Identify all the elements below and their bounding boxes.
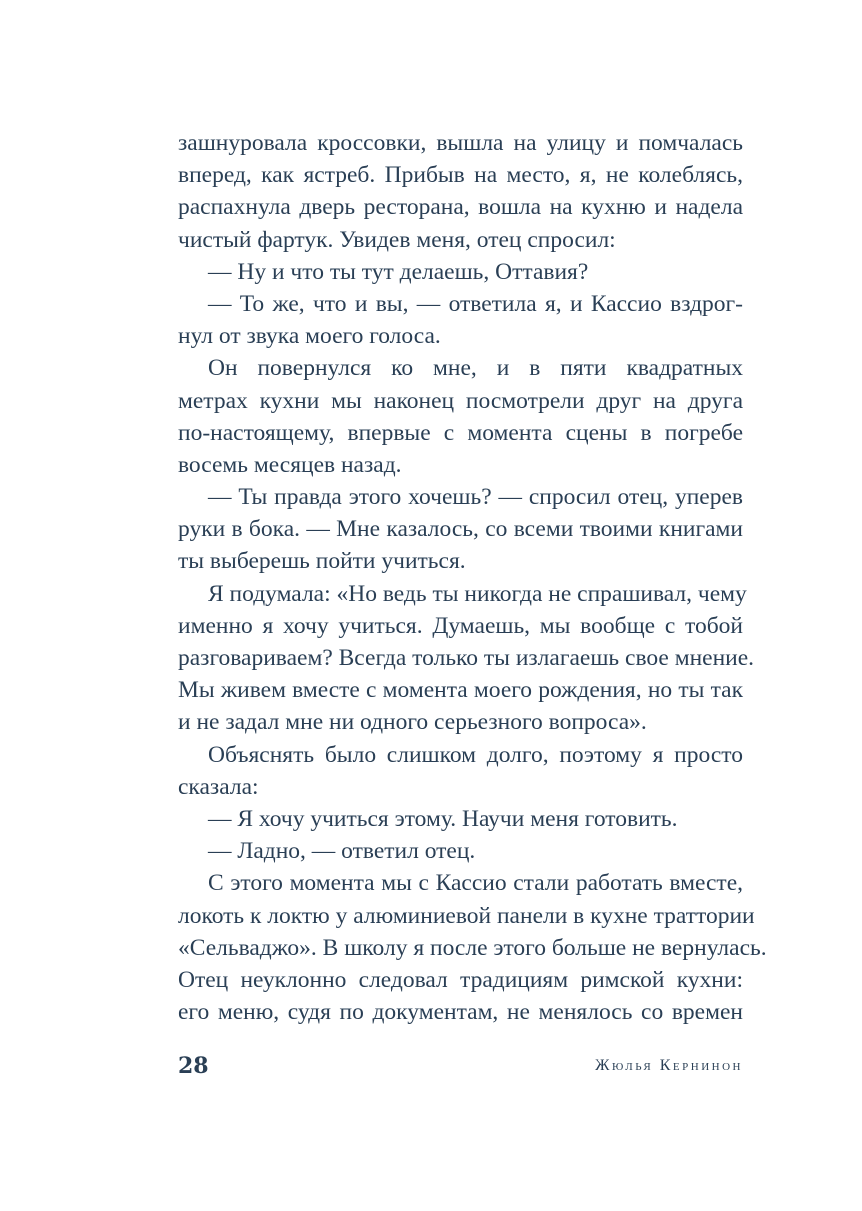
text-line: «Сельваджо». В школу я после этого больше не вернулась. — [178, 934, 767, 961]
text-line: вперед, как ястреб. Прибыв на место, я, не колеблясь, — [178, 162, 743, 189]
text-line: ты выберешь пойти учиться. — [178, 548, 466, 575]
running-head-author: Жюлья Кернинон — [595, 1057, 743, 1074]
text-line: Отец неуклонно следовал традициям римской кухни: — [178, 966, 743, 993]
text-line: Я подумала: «Но ведь ты никогда не спрашивал, чему — [208, 580, 747, 607]
text-line: разговариваем? Всегда только ты излагаешь свое мнение. — [178, 645, 755, 671]
text-line: — Ладно, — ответил отец. — [208, 838, 476, 865]
text-line: нул от звука моего голоса. — [178, 323, 441, 350]
text-line: — Я хочу учиться этому. Научи меня готовить. — [208, 805, 678, 832]
text-line: руки в бока. — Мне казалось, со всеми твоими книгами — [178, 516, 743, 543]
text-line: чистый фартук. Увидев меня, отец спросил: — [178, 226, 616, 253]
text-line: — Ты правда этого хочешь? — спросил отец, уперев — [208, 484, 743, 511]
text-line: зашнуровала кроссовки, вышла на улицу и помчалась — [178, 130, 743, 156]
text-line: именно я хочу учиться. Думаешь, мы вообще с тобой — [178, 612, 743, 639]
text-line: по-настоящему, впервые с момента сцены в погребе — [178, 419, 743, 446]
text-line: С этого момента мы с Кассио стали работать вместе, — [208, 870, 743, 897]
text-line: Объяснять было слишком долго, поэтому я просто — [208, 741, 743, 768]
page-footer — [178, 1053, 743, 1083]
text-line: и не задал мне ни одного серьезного вопроса». — [178, 709, 647, 736]
text-line: Он повернулся ко мне, и в пяти квадратных — [208, 355, 743, 382]
text-line: восемь месяцев назад. — [178, 451, 402, 478]
page-number: 28 — [178, 1053, 209, 1079]
text-line: Мы живем вместе с момента моего рождения, но ты так — [178, 677, 743, 704]
text-line: сказала: — [178, 773, 259, 800]
text-line: распахнула дверь ресторана, вошла на кухню и надела — [178, 194, 743, 221]
body-text — [178, 127, 767, 1028]
text-line: метрах кухни мы наконец посмотрели друг на друга — [178, 387, 743, 414]
text-line: — Ну и что ты тут делаешь, Оттавия? — [208, 258, 589, 285]
text-line: локоть к локтю у алюминиевой панели в кухне траттории — [178, 902, 755, 929]
text-line: — То же, что и вы, — ответила я, и Кассио вздрог- — [208, 290, 743, 317]
text-line: его меню, судя по документам, не менялось со времен — [178, 999, 743, 1026]
